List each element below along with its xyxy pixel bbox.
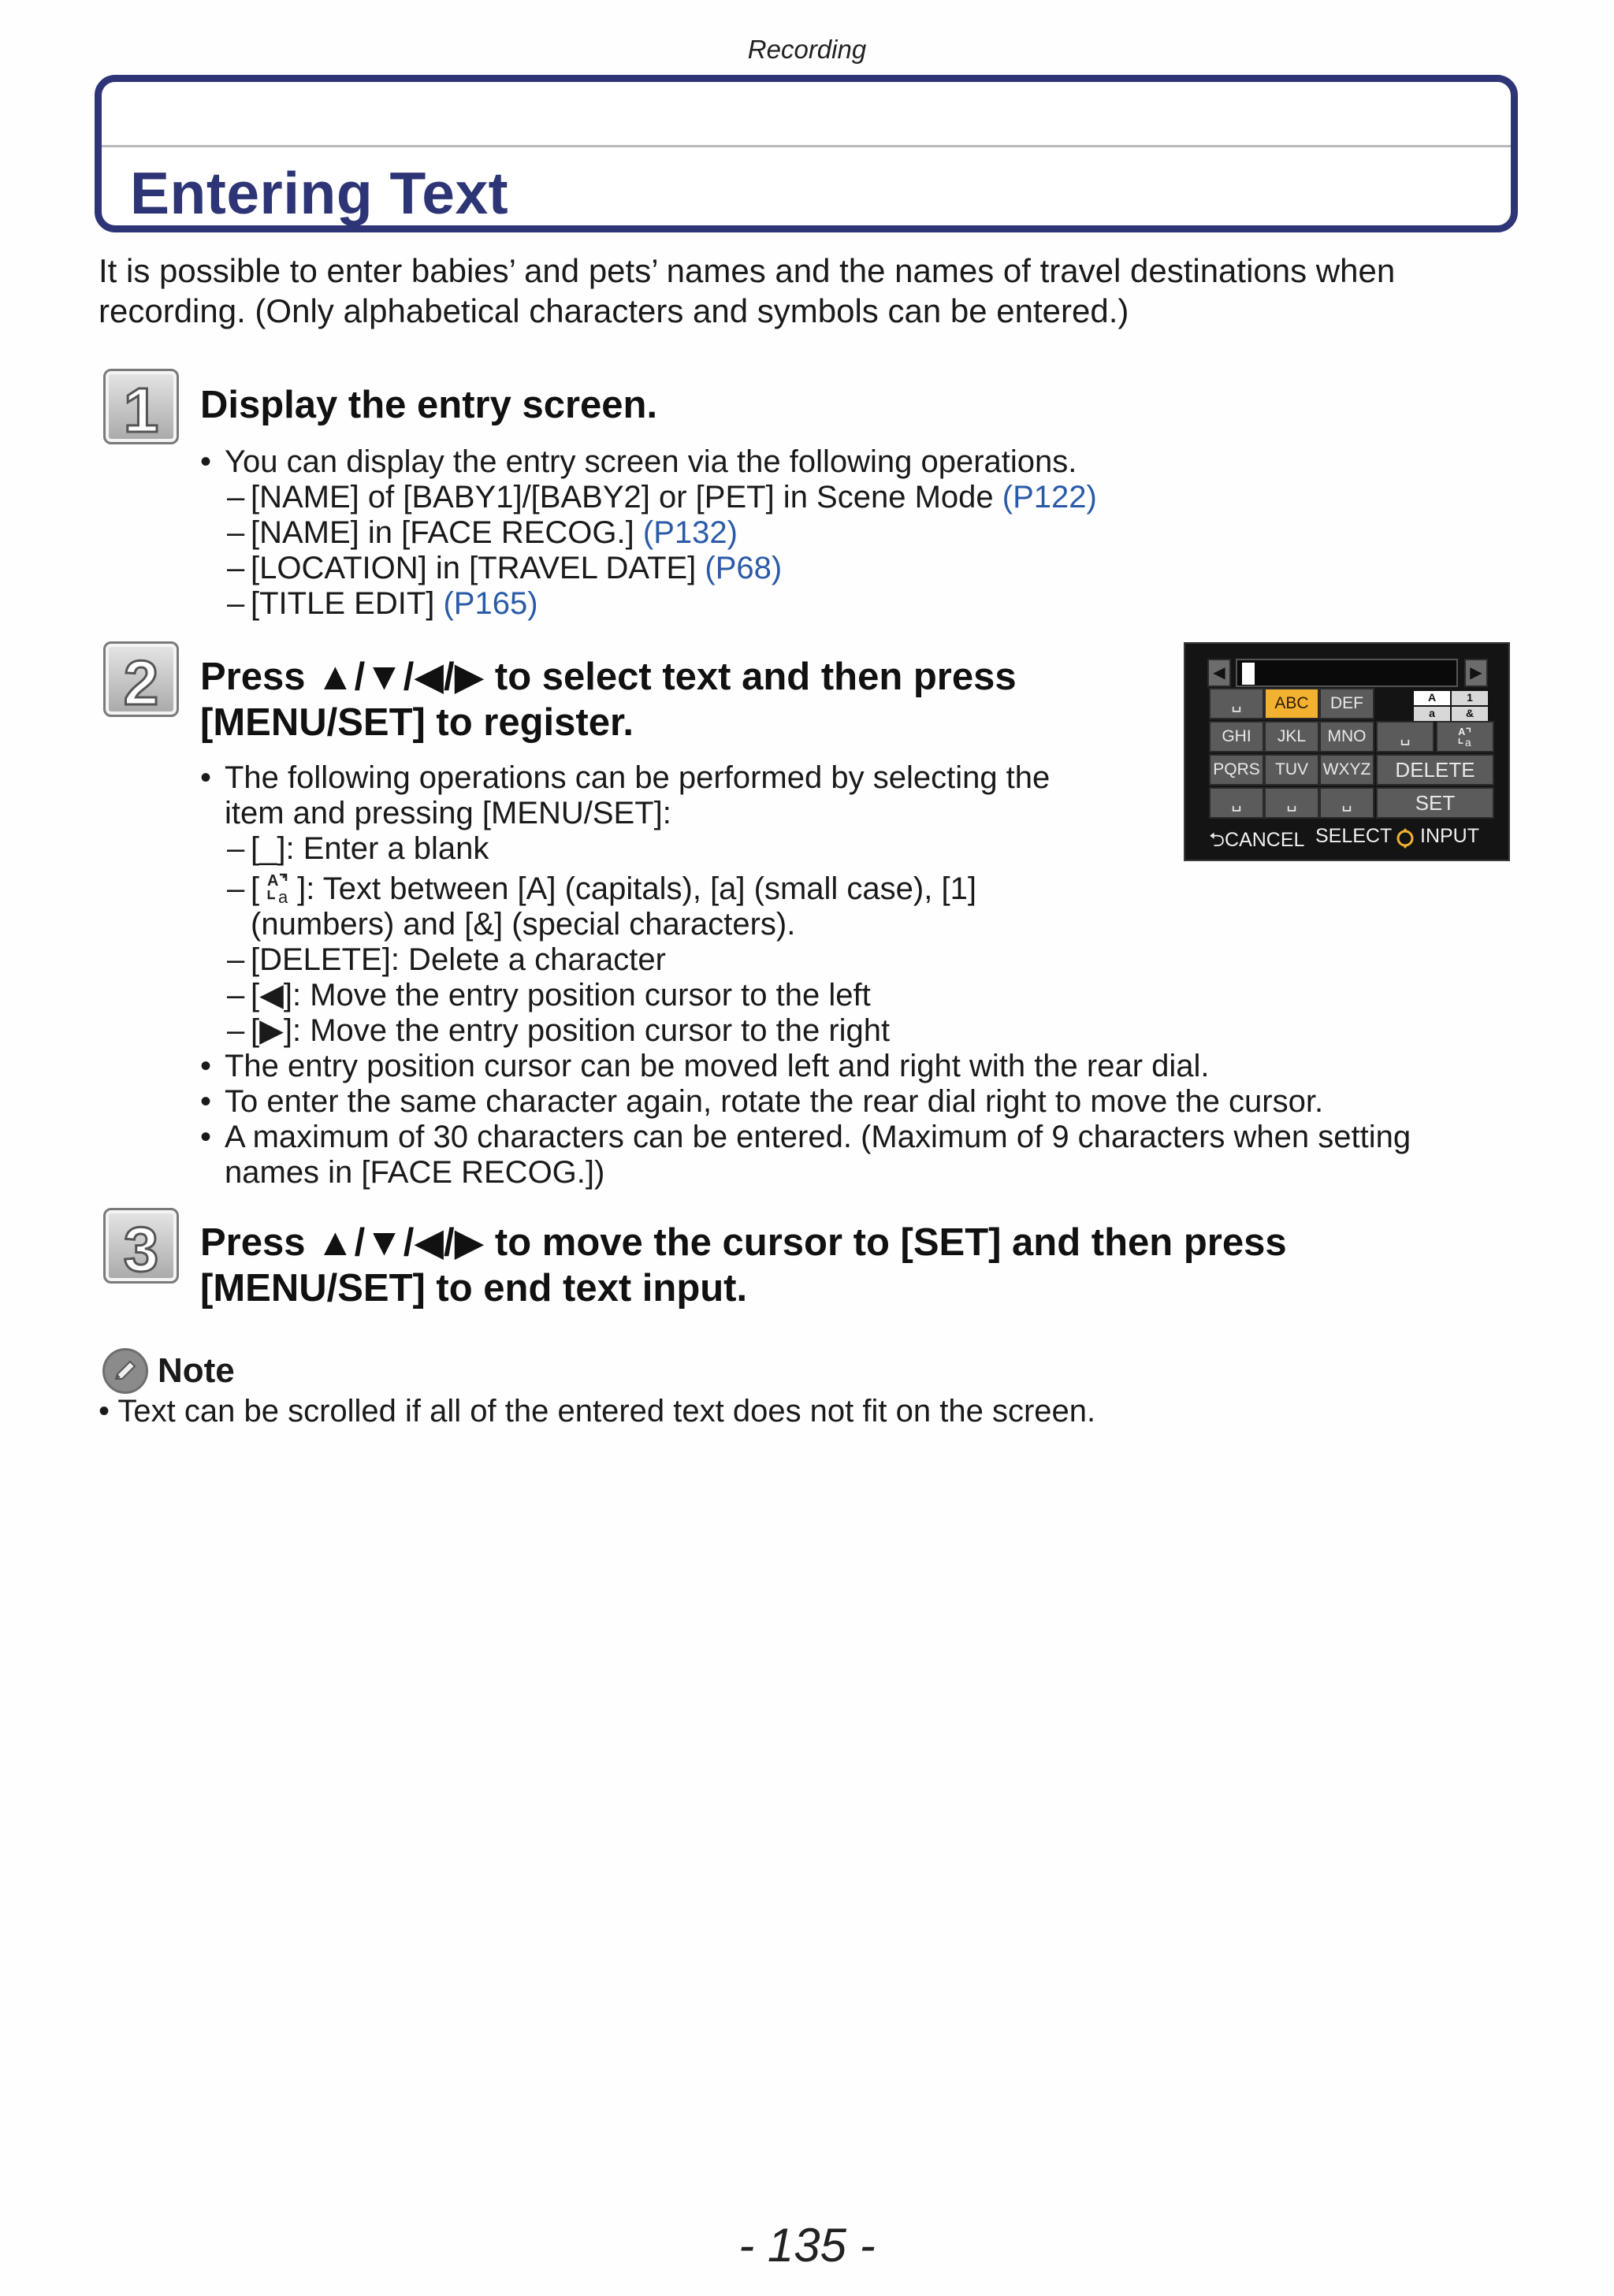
key-pqrs: PQRS	[1209, 754, 1264, 786]
operation-text: ]: Text between [A] (capitals), [a] (small case), [1]	[297, 871, 976, 906]
step-1-title: Display the entry screen.	[200, 384, 658, 426]
mode-cell-capitals: A	[1414, 691, 1450, 705]
page-title: Entering Text	[130, 160, 509, 226]
dial-icon	[1393, 827, 1417, 850]
intro-line: recording. (Only alphabetical characters and symbols can be entered.)	[99, 292, 1129, 329]
running-header: Recording	[747, 35, 867, 64]
case-toggle-icon	[259, 870, 297, 906]
operation-item: – [▶]: Move the entry position cursor to the right	[200, 1013, 1411, 1049]
svg-text:a: a	[278, 887, 288, 907]
section-title-box	[95, 75, 1518, 232]
svg-text:A: A	[267, 872, 279, 890]
step-number: 3	[123, 1214, 159, 1284]
key-jkl: JKL	[1264, 721, 1319, 752]
page-number: - 135 -	[738, 2219, 876, 2272]
key-tuv: TUV	[1264, 754, 1319, 786]
key-set: SET	[1376, 787, 1494, 819]
step-number: 2	[123, 648, 159, 718]
operation-item: – [◀]: Move the entry position cursor to the left	[200, 978, 1411, 1013]
intro-line: It is possible to enter babies’ and pets’ names and the names of travel destinations when	[99, 252, 1396, 289]
svg-text:A: A	[1458, 726, 1466, 738]
operation-item	[200, 586, 1097, 622]
step-title-line: [MENU/SET] to end text input.	[200, 1267, 748, 1310]
title-divider	[102, 145, 1511, 147]
key-blank: ␣	[1376, 721, 1434, 752]
cancel-hint: ⮌CANCEL	[1209, 829, 1305, 851]
entry-field	[1236, 659, 1458, 687]
step-1-body	[200, 444, 1097, 622]
page-reference-link[interactable]: (P165)	[443, 586, 538, 621]
bullet-item: • To enter the same character again, rotate the rear dial right to move the cursor.	[200, 1084, 1411, 1120]
key-delete: DELETE	[1376, 754, 1494, 786]
bullet-continuation: item and pressing [MENU/SET]:	[225, 796, 671, 830]
intro-paragraph	[99, 251, 1533, 331]
text-entry-screen-illustration	[1184, 642, 1510, 861]
page-reference-link[interactable]: (P68)	[705, 551, 783, 585]
step-3-title	[200, 1220, 1287, 1311]
operation-item	[200, 871, 1411, 907]
svg-text:a: a	[1465, 736, 1471, 749]
step-title-line: Press ▲/▼/◀/▶ to move the cursor to [SET] and then press	[200, 1221, 1287, 1264]
operation-text: [TITLE EDIT]	[251, 586, 444, 621]
bullet-item: • The entry position cursor can be moved left and right with the rear dial.	[200, 1049, 1411, 1084]
key-blank: ␣	[1264, 787, 1319, 819]
key-blank: ␣	[1319, 787, 1374, 819]
mode-cell-numbers: 1	[1452, 691, 1488, 705]
key-case-toggle-icon	[1436, 721, 1494, 752]
entry-cursor	[1242, 663, 1255, 685]
key-mno: MNO	[1319, 721, 1374, 752]
operation-text: [LOCATION] in [TRAVEL DATE]	[251, 551, 705, 585]
bullet-item: • A maximum of 30 characters can be entered. (Maximum of 9 characters when setting	[200, 1120, 1411, 1155]
operation-item: – [_]: Enter a blank	[200, 831, 1411, 867]
key-def: DEF	[1319, 688, 1374, 719]
mode-cell-special: &	[1452, 707, 1488, 721]
step-title-line: Press ▲/▼/◀/▶ to select text and then press	[200, 656, 1017, 698]
operation-text: [NAME] in [FACE RECOG.]	[251, 515, 643, 550]
input-hint: INPUT	[1420, 825, 1479, 847]
mode-cell-small: a	[1414, 707, 1450, 721]
step-number: 1	[123, 375, 159, 445]
step-2-title	[200, 654, 1017, 745]
note-label: Note	[158, 1351, 235, 1390]
key-wxyz: WXYZ	[1319, 754, 1374, 786]
key-blank: ␣	[1209, 787, 1264, 819]
cursor-left-arrow-icon: ◀	[1207, 659, 1231, 687]
operation-text: [	[251, 871, 260, 906]
key-abc: ABC	[1264, 688, 1319, 719]
page-reference-link[interactable]: (P132)	[642, 515, 738, 550]
bullet-continuation: names in [FACE RECOG.])	[225, 1155, 605, 1190]
page-reference-link[interactable]: (P122)	[1002, 480, 1097, 515]
note-text: • Text can be scrolled if all of the entered text does not fit on the screen.	[99, 1394, 1096, 1428]
step-title-line: [MENU/SET] to register.	[200, 701, 634, 744]
operation-continuation: (numbers) and [&] (special characters).	[251, 907, 796, 942]
bullet-item: • The following operations can be performed by selecting the	[200, 760, 1411, 796]
select-hint: SELECT	[1315, 825, 1393, 847]
key-ghi: GHI	[1209, 721, 1264, 752]
key-blank: ␣	[1209, 688, 1264, 719]
cursor-right-arrow-icon: ▶	[1464, 659, 1488, 687]
step-1-badge	[103, 369, 179, 444]
character-mode-indicator	[1414, 691, 1488, 721]
operation-item	[200, 480, 1097, 515]
step-3-badge	[103, 1208, 179, 1284]
operation-item: – [DELETE]: Delete a character	[200, 942, 1411, 978]
operation-text: [NAME] of [BABY1]/[BABY2] or [PET] in Scene Mode	[251, 480, 1002, 515]
bullet-item: • You can display the entry screen via the following operations.	[200, 444, 1097, 480]
operation-item	[200, 551, 1097, 586]
pencil-icon	[102, 1348, 148, 1394]
screen-footer	[1209, 822, 1501, 853]
step-2-badge	[103, 641, 179, 717]
operation-item	[200, 515, 1097, 551]
